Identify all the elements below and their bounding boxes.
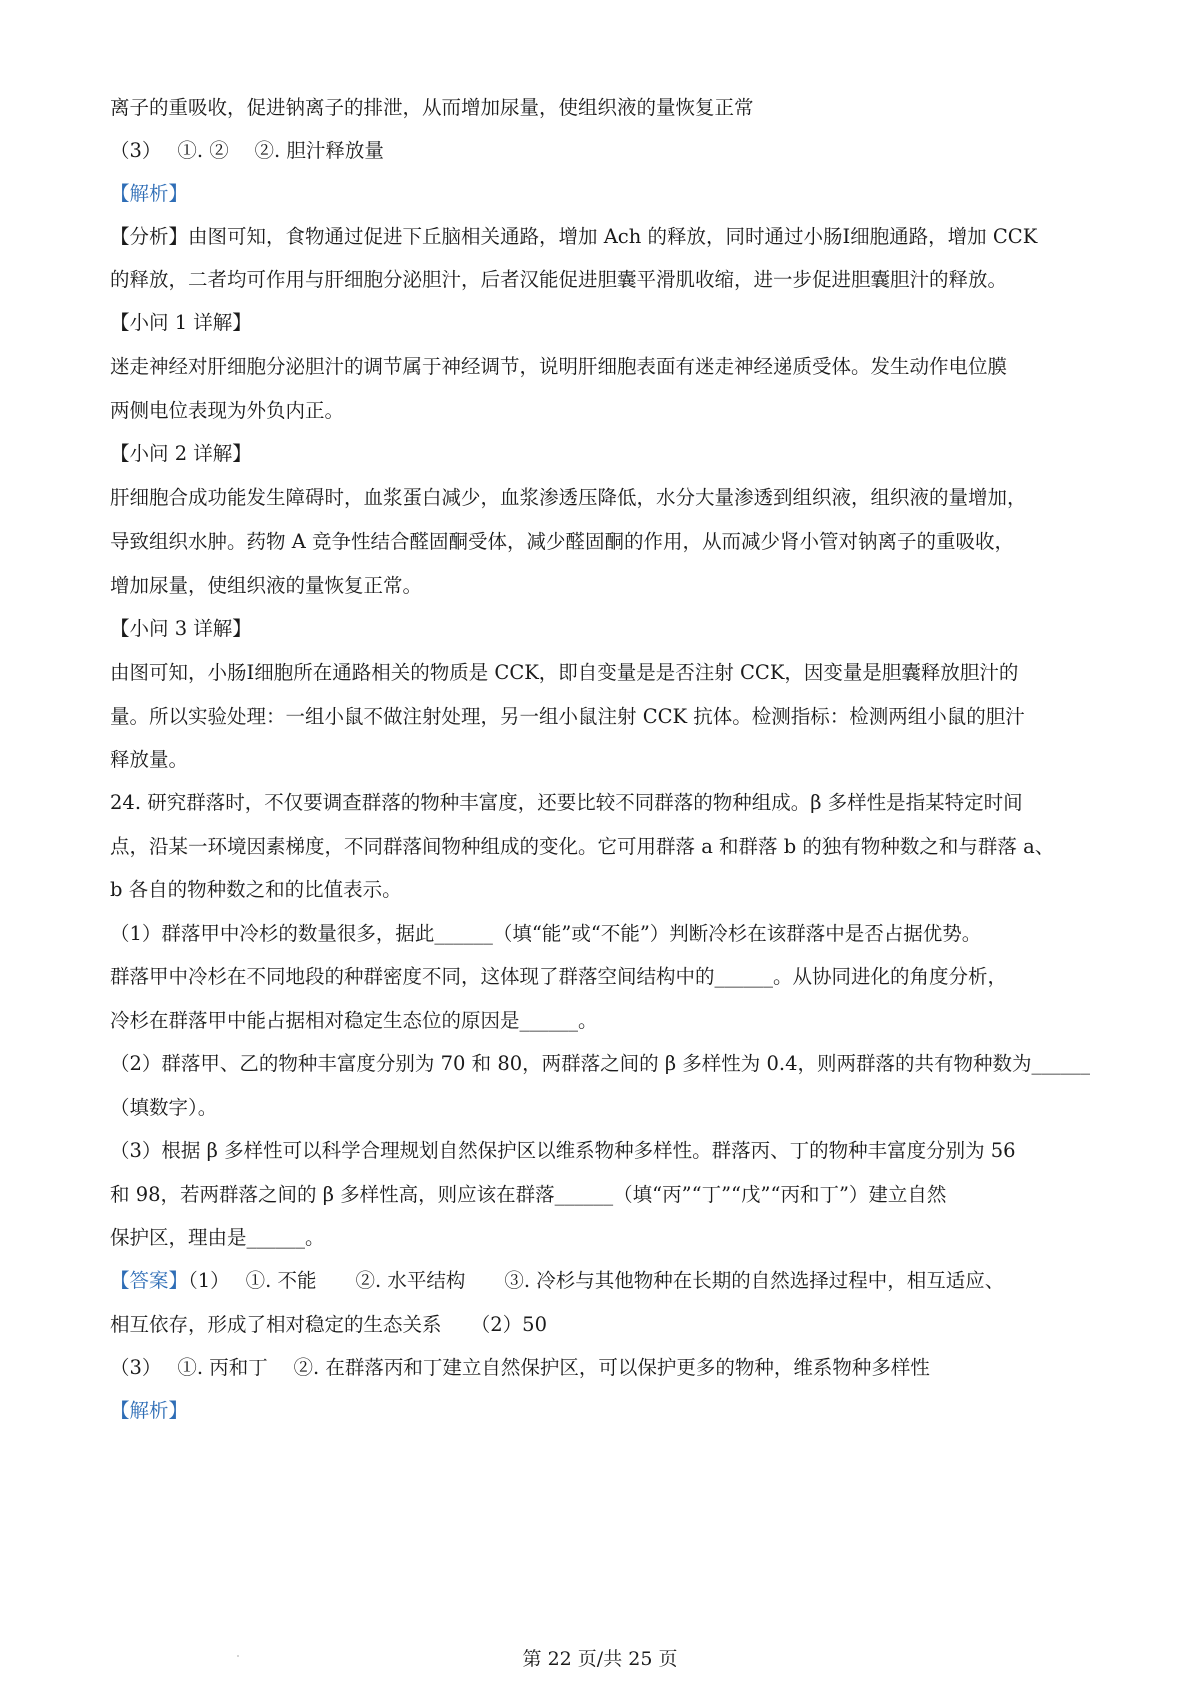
line-text: 离子的重吸收，促进钠离子的排泄，从而增加尿量，使组织液的量恢复正常 [110,96,754,119]
line-text: （1） ①. 不能 ②. 水平结构 ③. 冷杉与其他物种在长期的自然选择过程中，相互适应、 [188,1269,1005,1292]
text-line [110,1093,1110,1123]
text-line [110,1266,1110,1296]
text-line [110,1353,1110,1383]
line-text: 增加尿量，使组织液的量恢复正常。 [110,574,423,597]
text-line [110,832,1110,862]
text-line [110,439,1110,469]
text-line [110,571,1110,601]
line-text: 【小问 3 详解】 [110,617,252,640]
text-line [110,962,1110,992]
line-text: 保护区，理由是______。 [110,1226,325,1249]
text-line [110,136,1110,166]
line-text: 相互依存，形成了相对稳定的生态关系 （2）50 [110,1313,547,1336]
text-line [110,483,1110,513]
section-tag: 【答案】 [110,1269,189,1292]
line-text: 冷杉在群落甲中能占据相对稳定生态位的原因是______。 [110,1009,598,1032]
line-text: 释放量。 [110,748,189,771]
line-text: 两侧电位表现为外负内正。 [110,399,345,422]
line-text: （3） ①. 丙和丁 ②. 在群落丙和丁建立自然保护区，可以保护更多的物种，维系物种多样性 [110,1356,930,1379]
line-text: （3） ①. ② ②. 胆汁释放量 [110,139,384,162]
line-text: 导致组织水肿。药物 A 竞争性结合醛固酮受体，减少醛固酮的作用，从而减少肾小管对钠离子的重吸收， [110,530,1014,553]
text-line [110,875,1110,905]
text-line [110,614,1110,644]
text-line [110,1396,1110,1426]
line-text: （3）根据 β 多样性可以科学合理规划自然保护区以维系物种多样性。群落丙、丁的物种丰富度分别为 56 [110,1139,1016,1162]
text-line [110,1136,1110,1166]
line-text: 点，沿某一环境因素梯度，不同群落间物种组成的变化。它可用群落 a 和群落 b 的独有物种数之和与群落 a、 [110,835,1055,858]
line-text: 量。所以实验处理：一组小鼠不做注射处理，另一组小鼠注射 CCK 抗体。检测指标：检测两组小鼠的胆汁 [110,705,1025,728]
text-line [110,1223,1110,1253]
line-text: 迷走神经对肝细胞分泌胆汁的调节属于神经调节，说明肝细胞表面有迷走神经递质受体。发生动作电位膜 [110,355,1008,378]
line-text: （填数字）。 [110,1096,218,1119]
text-line [110,527,1110,557]
line-text: （1）群落甲中冷杉的数量很多，据此______（填“能”或“不能”）判断冷杉在该群落中是否占据优势。 [110,922,982,945]
line-text: 24. 研究群落时，不仅要调查群落的物种丰富度，还要比较不同群落的物种组成。β 多样性是指某特定时间 [110,791,1023,814]
line-text: 肝细胞合成功能发生障碍时，血浆蛋白减少，血浆渗透压降低，水分大量渗透到组织液，组织液的量增加， [110,486,1027,509]
text-line [110,745,1110,775]
text-line [110,179,1110,209]
text-line [110,265,1110,295]
text-line [110,1310,1110,1340]
line-text: （2）群落甲、乙的物种丰富度分别为 70 和 80，两群落之间的 β 多样性为 0.4，则两群落的共有物种数为______ [110,1052,1091,1075]
text-line [110,1006,1110,1036]
page-number: 第 22 页/共 25 页 [522,1648,678,1670]
line-text: 群落甲中冷杉在不同地段的种群密度不同，这体现了群落空间结构中的______。从协同进化的角度分析， [110,965,1008,988]
text-line [110,1180,1110,1210]
line-text: 的释放，二者均可作用与肝细胞分泌胆汁，后者汉能促进胆囊平滑肌收缩，进一步促进胆囊胆汁的释放。 [110,268,1008,291]
line-text: 和 98，若两群落之间的 β 多样性高，则应该在群落______（填“丙”“丁”“戊”“丙和丁”）建立自然 [110,1183,947,1206]
line-text: 【小问 1 详解】 [110,311,252,334]
line-text: b 各自的物种数之和的比值表示。 [110,878,402,901]
text-line [110,1049,1110,1079]
text-line [110,788,1110,818]
line-text: 【分析】由图可知，食物通过促进下丘脑相关通路，增加 Ach 的释放，同时通过小肠Ⅰ细胞通路，增加 CCK [110,225,1038,248]
section-tag: 【解析】 [110,182,189,205]
text-line [110,658,1110,688]
text-line [110,919,1110,949]
section-tag: 【解析】 [110,1399,189,1422]
text-line [110,396,1110,426]
text-line [110,93,1110,123]
text-line [110,352,1110,382]
line-text: 【小问 2 详解】 [110,442,252,465]
line-text: 由图可知，小肠Ⅰ细胞所在通路相关的物质是 CCK，即自变量是是否注射 CCK，因变量是胆囊释放胆汁的 [110,661,1019,684]
text-line [110,222,1110,252]
text-line [110,308,1110,338]
text-line [110,702,1110,732]
